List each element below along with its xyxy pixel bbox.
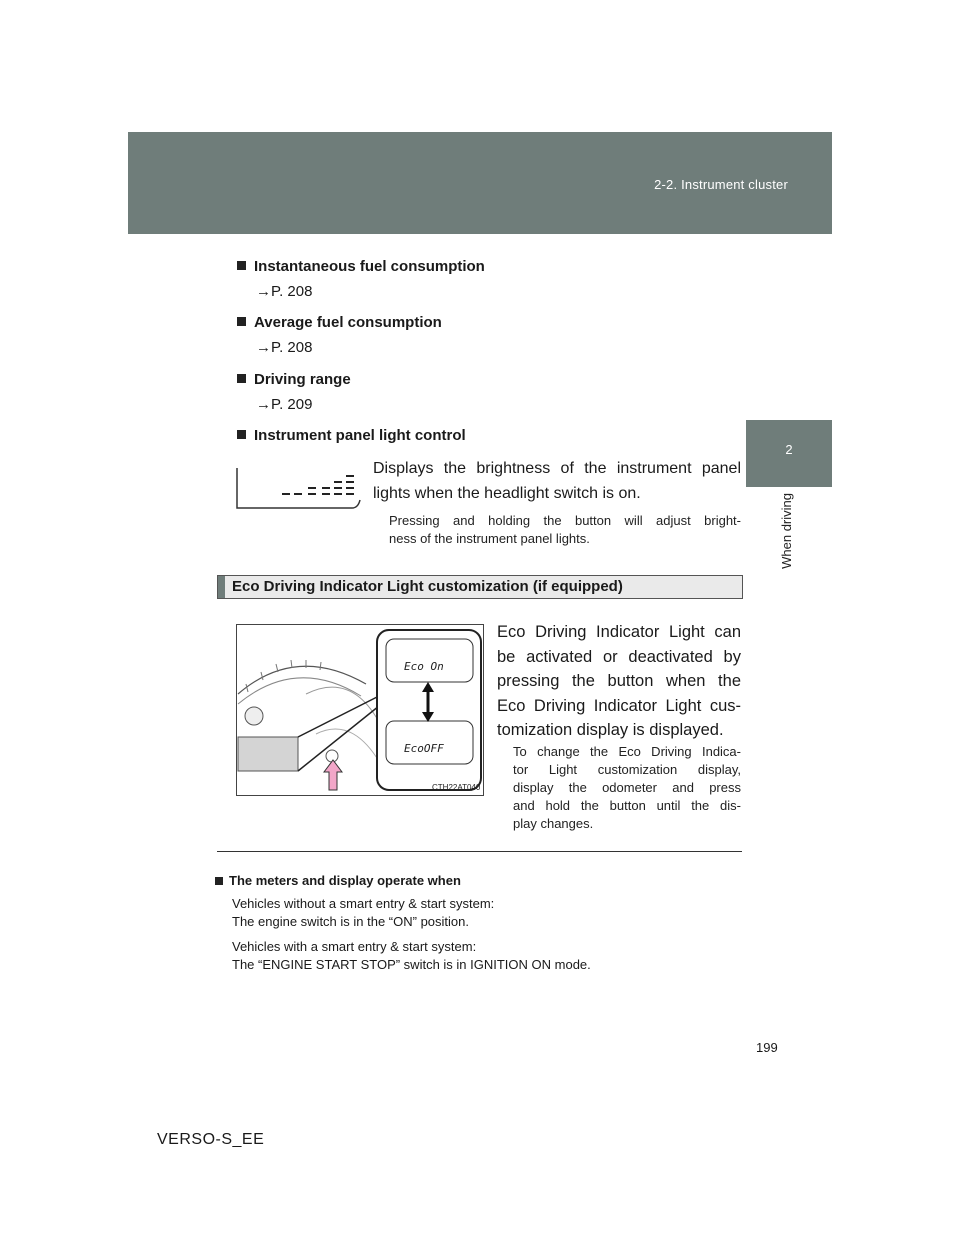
desc-line: tomization display is displayed. [497,721,724,739]
bullet-square-icon [237,430,246,439]
item-title: Instantaneous fuel consumption [254,258,485,275]
footer-line: Vehicles without a smart entry & start system: [232,896,495,911]
footer-line: The engine switch is in the “ON” position. [232,914,469,929]
item-instantaneous-fuel [237,258,485,275]
bullet-square-icon [237,261,246,270]
eco-section-heading [217,575,743,599]
brightness-display-illustration [234,460,362,516]
note-line: tor Light customization display, [513,762,741,777]
note-line: display the odometer and press [513,780,741,795]
footer-note-title-text: The meters and display operate when [229,873,461,888]
section-title: 2-2. Instrument cluster [654,177,788,192]
panel-light-description [373,456,741,506]
footer-line: Vehicles with a smart entry & start system: [232,939,477,954]
bullet-square-icon [237,317,246,326]
bullet-square-icon [237,374,246,383]
desc-line: lights when the headlight switch is on. [373,485,641,502]
desc-line: Displays the brightness of the instrument panel [373,460,741,477]
page-reference: →P. 209 [256,396,313,413]
chapter-label: When driving [779,493,794,569]
item-title: Driving range [254,371,351,388]
note-line: Pressing and holding the button will adjust bright- [389,513,741,528]
footer-note-title [215,873,461,888]
model-code: VERSO-S_EE [157,1131,265,1148]
eco-off-display-text: EcoOFF [404,742,444,755]
page-number: 199 [756,1040,778,1055]
page-reference: →P. 208 [256,339,313,356]
heading-text: Eco Driving Indicator Light customization (if equipped) [232,578,623,595]
eco-description [497,620,741,743]
eco-on-display-text: Eco On [404,660,444,673]
note-line: play changes. [513,816,594,831]
item-panel-light-control [237,427,466,444]
header-band [128,132,832,234]
desc-line: Eco Driving Indicator Light can [497,623,741,641]
item-title: Instrument panel light control [254,427,466,444]
desc-line: be activated or deactivated by [497,647,741,666]
desc-line: Eco Driving Indicator Light cus- [497,696,741,715]
page-reference: →P. 208 [256,283,313,300]
eco-indicator-figure [236,624,484,796]
panel-light-note [389,512,741,548]
item-driving-range [237,371,351,388]
item-average-fuel [237,314,442,331]
eco-note [513,743,741,833]
bullet-square-icon [215,877,223,885]
item-title: Average fuel consumption [254,314,442,331]
divider [217,851,742,852]
chapter-tab [746,420,832,487]
chapter-number: 2 [785,442,793,457]
heading-accent [218,576,225,598]
note-line: ness of the instrument panel lights. [389,531,590,546]
desc-line: pressing the button when the [497,672,741,690]
note-line: and hold the button until the dis- [513,798,741,813]
footer-line: The “ENGINE START STOP” switch is in IGNITION ON mode. [232,957,591,972]
note-line: To change the Eco Driving Indica- [513,744,741,759]
figure-code: CTH22AT040 [432,783,481,792]
